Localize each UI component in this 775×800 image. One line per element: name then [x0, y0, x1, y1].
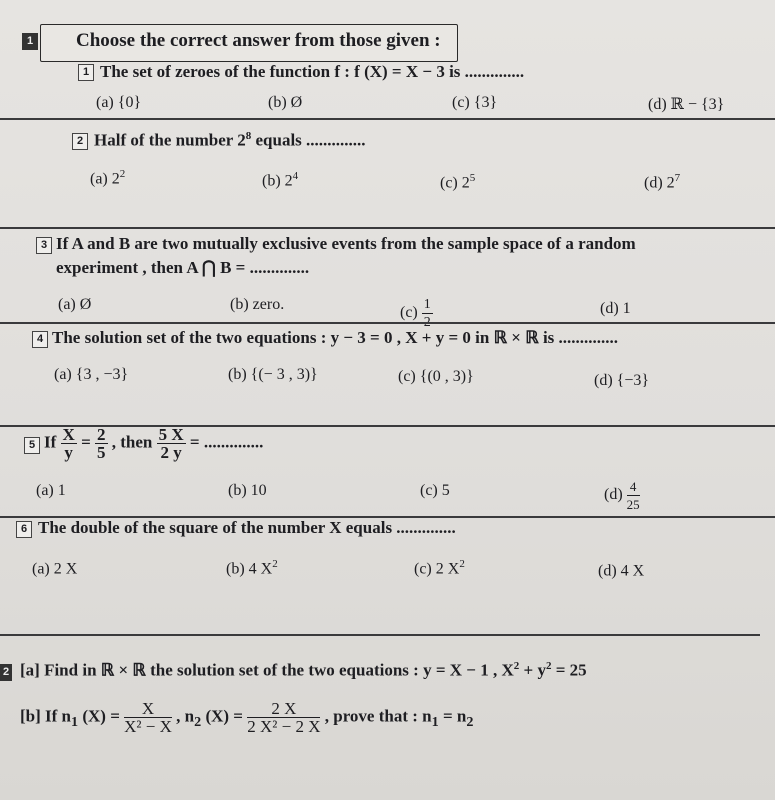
- question-2-option-c: (c) $2^5$: [440, 172, 476, 192]
- question-4-option-b: (b) {(− 3 , 3)}: [228, 366, 318, 383]
- question-1-text: The set of zeroes of the function f : f (X) = X − 3 is ..............: [100, 62, 525, 81]
- question-1-number: 1: [78, 64, 94, 81]
- question-3-option-c: (c) 1: [400, 297, 431, 322]
- question-6-option-a: (a) 2 X: [32, 560, 78, 578]
- question-3-option-a: (a) Ø: [58, 296, 92, 313]
- question-6-option-d: (d) 4 X: [598, 562, 645, 580]
- question-5-option-c: (c) 5: [420, 482, 450, 499]
- question-2-option-b: (b) $2^4$: [262, 170, 299, 190]
- question-1-option-b: (b) Ø: [268, 94, 303, 111]
- question-5-number: 5: [24, 437, 40, 454]
- question-5-option-d: (d) $\frac{4}{25}$: [604, 479, 640, 512]
- question-4-number: 4: [32, 331, 48, 348]
- question-2-option-d: (d) $2^7$: [644, 172, 681, 192]
- question-6-text: The double of the square of the number X equals ..............: [38, 518, 456, 537]
- question-3-option-d: (d) 1: [600, 300, 631, 317]
- question-3-number: 3: [36, 237, 52, 254]
- question-1-option-a: (a) {0}: [96, 94, 142, 111]
- question-4-option-c: (c) {(0 , 3)}: [398, 368, 474, 385]
- question-4-option-a: (a) {3 , −3}: [54, 366, 129, 383]
- question-5-text: If $\frac{X}{y}$ = $\frac{2}{5}$ , then $\frac{5 X}{2 y}$ = ..............: [44, 425, 264, 462]
- question-1-option-c: (c) {3}: [452, 94, 498, 111]
- question-3-text-line2: experiment , then A ⋂ B = ..............: [56, 258, 310, 277]
- question-3-text-line1: If A and B are two mutually exclusive events from the sample space of a random: [56, 234, 636, 253]
- divider: [0, 634, 760, 636]
- question-4-option-d: (d) {−3}: [594, 372, 650, 389]
- main-question-title: Choose the correct answer from those given :: [76, 30, 441, 51]
- question-2-text: Half of the number $2^8$ equals ..............: [94, 130, 366, 150]
- question-5-option-a: (a) 1: [36, 482, 66, 499]
- part2-a: [a] Find in ℝ × ℝ the solution set of the two equations : y = X − 1 , $X^2 + y^2 = 25$: [20, 660, 587, 680]
- part2-number: 2: [0, 664, 12, 681]
- question-1-option-d: (d) ℝ − {3}: [648, 96, 725, 113]
- question-3-option-b: (b) zero.: [230, 296, 285, 313]
- question-6-option-c: (c) 2 $X^2$: [414, 558, 465, 578]
- question-6-number: 6: [16, 521, 32, 538]
- divider: [0, 322, 775, 324]
- divider: [0, 227, 775, 229]
- question-5-option-b: (b) 10: [228, 482, 267, 499]
- question-6-option-b: (b) 4 $X^2$: [226, 558, 278, 578]
- main-question-number: 1: [22, 33, 38, 50]
- part2-b: [b] If $n_1$ (X) = $\frac{X}{\text{X² − X}}$ , $n_2$ (X) = $\frac{2 X}{\text{2 X² − 2 X}}$ , prove that : $n_1 = n_2$: [20, 699, 474, 736]
- question-2-number: 2: [72, 133, 88, 150]
- question-2-option-a: (a) $2^2$: [90, 168, 126, 188]
- divider: [0, 118, 775, 120]
- question-4-text: The solution set of the two equations : y − 3 = 0 , X + y = 0 in ℝ × ℝ is ..............: [52, 328, 619, 347]
